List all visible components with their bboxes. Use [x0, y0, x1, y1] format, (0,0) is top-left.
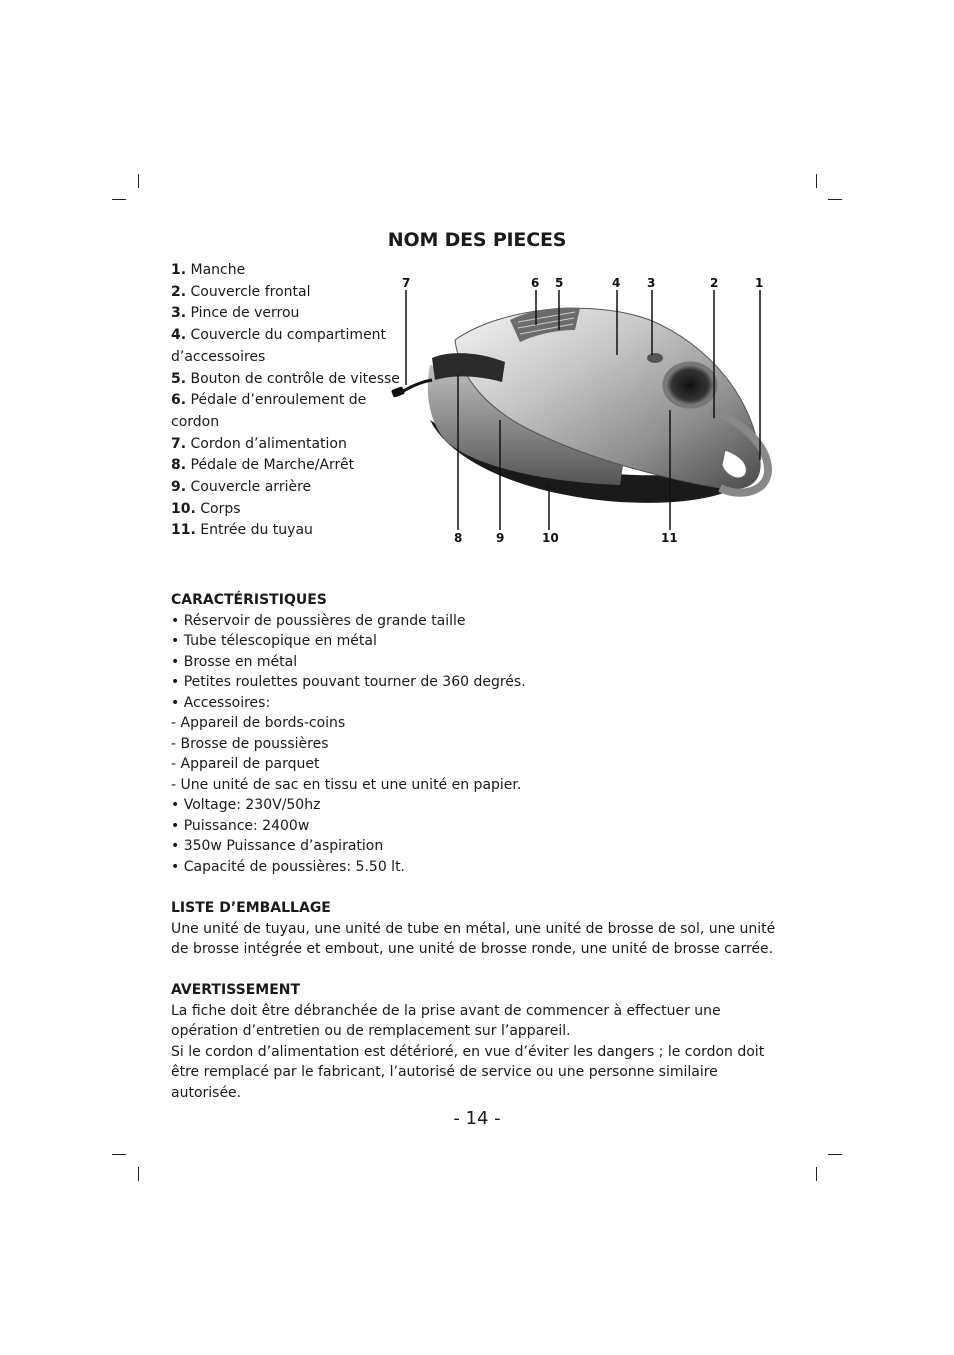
list-item: 4. Couvercle du compartiment d’accessoires [171, 327, 387, 365]
list-item: 6. Pédale d’enroulement de cordon [171, 392, 367, 430]
list-item: • Voltage: 230V/50hz [171, 797, 321, 813]
list-item: 10. Corps [171, 500, 241, 517]
list-item: 7. Cordon d’alimentation [171, 435, 347, 452]
section-heading: LISTE D’EMBALLAGE [171, 900, 331, 916]
paragraph: Si le cordon d’alimentation est détérioré, en vue d’éviter les dangers ; le cordon doit être remplacé par le fabricant, l’autorisé de service ou une personne similaire autorisée. [171, 1043, 765, 1101]
parts-list [171, 260, 401, 542]
list-item: • Accessoires: [171, 694, 271, 711]
list-item: - Une unité de sac en tissu et une unité en papier. [171, 776, 522, 793]
callout-label: 6 [531, 276, 540, 290]
crop-mark [112, 199, 126, 200]
list-item: 8. Pédale de Marche/Arrêt [171, 457, 355, 474]
list-item: • Tube télescopique en métal [171, 633, 377, 649]
crop-mark [138, 174, 139, 188]
list-item: • Réservoir de poussières de grande taille [171, 612, 466, 629]
crop-mark [828, 199, 842, 200]
warning-section [171, 980, 791, 1103]
section-heading: AVERTISSEMENT [171, 982, 301, 998]
list-item: • Capacité de poussières: 5.50 lt. [171, 858, 406, 875]
page-number: - 14 - [453, 1108, 501, 1129]
list-item: - Appareil de parquet [171, 756, 320, 772]
crop-mark [112, 1154, 126, 1155]
packing-section [171, 898, 791, 960]
callout-label: 5 [555, 276, 564, 290]
list-item: • Brosse en métal [171, 653, 298, 670]
list-item: 11. Entrée du tuyau [171, 522, 313, 539]
list-item: 5. Bouton de contrôle de vitesse [171, 370, 400, 387]
list-item: • 350w Puissance d’aspiration [171, 838, 384, 854]
section-heading: CARACTÉRISTIQUES [171, 592, 327, 608]
crop-mark [816, 1167, 817, 1181]
list-item: • Puissance: 2400w [171, 817, 310, 834]
list-item: 9. Couvercle arrière [171, 479, 312, 496]
callout-label: 3 [647, 276, 656, 290]
list-item: 3. Pince de verrou [171, 305, 300, 322]
paragraph: La fiche doit être débranchée de la prise avant de commencer à effectuer une opération d’entretien ou de remplacement sur l’appareil. [171, 1002, 721, 1039]
callout-label: 11 [661, 531, 678, 545]
list-item: 1. Manche [171, 262, 246, 278]
callout-label: 8 [454, 531, 463, 545]
list-item: • Petites roulettes pouvant tourner de 360 degrés. [171, 674, 526, 690]
callout-label: 1 [755, 276, 764, 290]
paragraph: Une unité de tuyau, une unité de tube en métal, une unité de brosse de sol, une unité de brosse intégrée et embout, une unité de brosse ronde, une unité de brosse carrée. [171, 920, 776, 957]
callout-label: 4 [612, 276, 621, 290]
features-section [171, 590, 791, 877]
crop-mark [816, 174, 817, 188]
vacuum-cleaner-diagram [390, 270, 780, 560]
callout-label: 10 [542, 531, 559, 545]
crop-mark [828, 1154, 842, 1155]
callout-label: 2 [710, 276, 719, 290]
page-title: NOM DES PIECES [387, 229, 567, 251]
callout-label: 7 [402, 276, 411, 290]
crop-mark [138, 1167, 139, 1181]
list-item: - Appareil de bords-coins [171, 715, 346, 731]
hose-inlet-shape [664, 363, 716, 407]
list-item: 2. Couvercle frontal [171, 283, 311, 300]
callout-label: 9 [496, 531, 505, 545]
list-item: - Brosse de poussières [171, 735, 329, 752]
